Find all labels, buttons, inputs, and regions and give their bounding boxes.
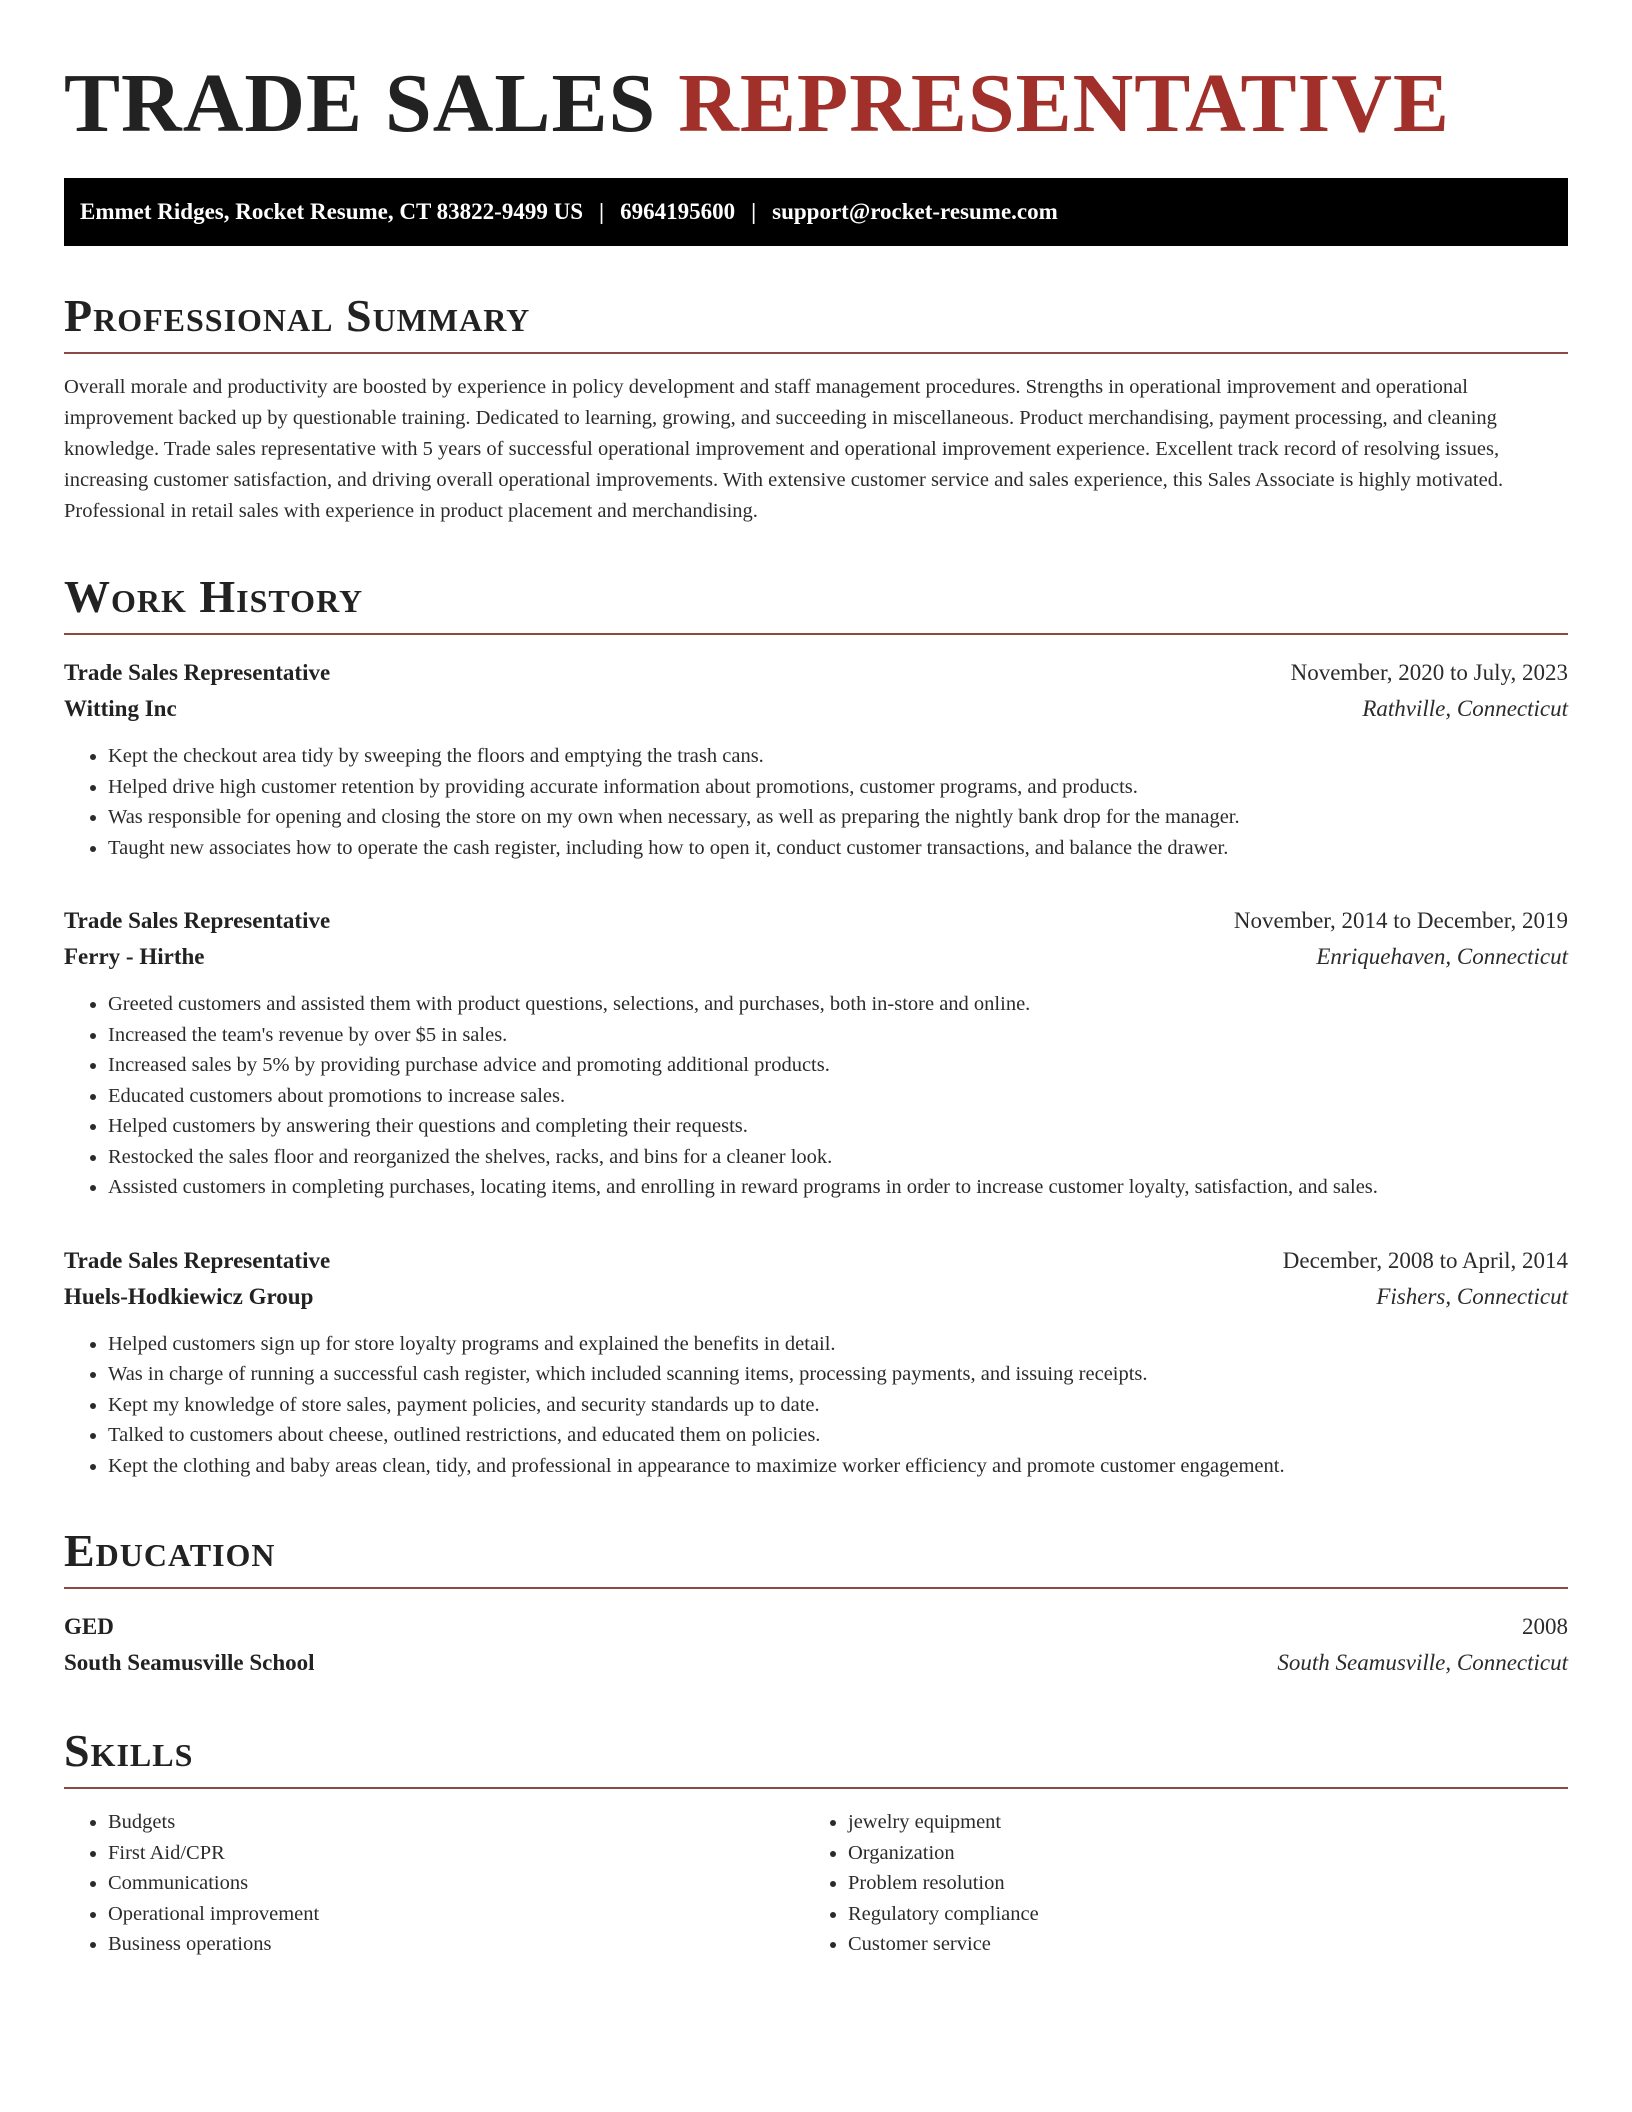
list-item: • Assisted customers in completing purchases, locating items, and enrolling in reward programs in order to increase customer loyalty, satisfaction, and sales. <box>108 1172 1568 1203</box>
skill-item: • Customer service <box>848 1929 1544 1960</box>
skill-item: • Business operations <box>108 1929 804 1960</box>
job-entry <box>64 1243 1568 1482</box>
job-company-row <box>64 691 1568 727</box>
job-bullets <box>64 741 1568 863</box>
job-title: Trade Sales Representative <box>64 1247 331 1273</box>
summary-text: Overall morale and productivity are boosted by experience in policy development and staff management procedures. Strengths in operational improvement and operational improvement backed up by questionable training. Dedicated to learning, growing, and succeeding in miscellaneous. Product merchandising, payment processing, and cleaning knowledge. Trade sales representative with 5 years of successful operational improvement and operational improvement experience. Excellent track record of resolving issues, increasing customer satisfaction, and driving overall operational improvements. With extensive customer service and sales experience, this Sales Associate is highly motivated. Professional in retail sales with experience in product placement and merchandising. <box>64 376 1504 522</box>
education-year: 2008 <box>1522 1614 1568 1639</box>
title-accent: REPRESENTATIVE <box>678 57 1450 150</box>
list-item: • Kept the checkout area tidy by sweeping the floors and emptying the trash cans. <box>108 741 1568 772</box>
list-item: • Talked to customers about cheese, outlined restrictions, and educated them on policies. <box>108 1420 1568 1451</box>
summary-section <box>64 290 1568 527</box>
job-header-row <box>64 655 1568 691</box>
contact-address: Emmet Ridges, Rocket Resume, CT 83822-9499 US <box>80 199 583 224</box>
skills-heading: Skills <box>64 1725 194 1776</box>
job-entry <box>64 655 1568 863</box>
education-location: South Seamusville, Connecticut <box>1277 1650 1568 1675</box>
skills-list <box>64 1807 804 1960</box>
list-item: • Helped drive high customer retention by providing accurate information about promotions, customer programs, and products. <box>108 772 1568 803</box>
job-header-row <box>64 1243 1568 1279</box>
skills-left-column <box>64 1807 804 1960</box>
skills-list <box>804 1807 1544 1960</box>
job-dates: November, 2014 to December, 2019 <box>1233 908 1568 933</box>
resume-title <box>64 56 1568 152</box>
job-company-row <box>64 1279 1568 1315</box>
job-company: Ferry - Hirthe <box>64 944 205 969</box>
list-item: • Was in charge of running a successful cash register, which included scanning items, processing payments, and issuing receipts. <box>108 1359 1568 1390</box>
list-item: • Restocked the sales floor and reorganized the shelves, racks, and bins for a cleaner look. <box>108 1142 1568 1173</box>
skills-right-column <box>804 1807 1544 1960</box>
work-history-heading: Work History <box>64 571 364 622</box>
contact-email: support@rocket-resume.com <box>772 199 1058 224</box>
summary-heading: Professional Summary <box>64 290 531 341</box>
skill-item: • Operational improvement <box>108 1899 804 1930</box>
education-entry <box>64 1609 1568 1681</box>
job-company-row <box>64 939 1568 975</box>
skill-item: • jewelry equipment <box>848 1807 1544 1838</box>
skills-section <box>64 1725 1568 1960</box>
section-divider <box>64 633 1568 635</box>
education-header-row <box>64 1609 1568 1645</box>
section-divider <box>64 1587 1568 1589</box>
list-item: • Helped customers by answering their questions and completing their requests. <box>108 1111 1568 1142</box>
section-divider <box>64 1787 1568 1789</box>
job-dates: December, 2008 to April, 2014 <box>1282 1247 1568 1273</box>
job-dates: November, 2020 to July, 2023 <box>1290 660 1568 685</box>
skill-item: • Problem resolution <box>848 1868 1544 1899</box>
education-school-row <box>64 1645 1568 1681</box>
skill-item: • Budgets <box>108 1807 804 1838</box>
contact-phone: 6964195600 <box>620 199 736 224</box>
list-item: • Increased the team's revenue by over $5 in sales. <box>108 1020 1568 1051</box>
skills-columns <box>64 1807 1568 1960</box>
list-item: • Kept my knowledge of store sales, payment policies, and security standards up to date. <box>108 1390 1568 1421</box>
list-item: • Educated customers about promotions to increase sales. <box>108 1081 1568 1112</box>
job-location: Fishers, Connecticut <box>1376 1283 1568 1309</box>
job-company: Huels-Hodkiewicz Group <box>64 1283 314 1309</box>
job-company: Witting Inc <box>64 696 177 721</box>
contact-bar <box>64 178 1568 246</box>
skill-item: • Regulatory compliance <box>848 1899 1544 1930</box>
title-main: TRADE SALES <box>64 57 657 150</box>
list-item: • Increased sales by 5% by providing purchase advice and promoting additional products. <box>108 1050 1568 1081</box>
list-item: • Was responsible for opening and closing the store on my own when necessary, as well as preparing the nightly bank drop for the manager. <box>108 802 1568 833</box>
job-title: Trade Sales Representative <box>64 908 331 933</box>
contact-separator: | <box>751 199 757 224</box>
list-item: • Kept the clothing and baby areas clean, tidy, and professional in appearance to maximize worker efficiency and promote customer engagement. <box>108 1451 1568 1482</box>
list-item: • Greeted customers and assisted them with product questions, selections, and purchases, both in-store and online. <box>108 989 1568 1020</box>
education-school: South Seamusville School <box>64 1650 315 1675</box>
job-bullets <box>64 989 1568 1203</box>
contact-separator: | <box>598 199 605 224</box>
job-location: Rathville, Connecticut <box>1362 696 1568 721</box>
list-item: • Helped customers sign up for store loyalty programs and explained the benefits in detail. <box>108 1329 1568 1360</box>
job-title: Trade Sales Representative <box>64 660 331 685</box>
work-history-section <box>64 571 1568 1481</box>
job-header-row <box>64 903 1568 939</box>
skill-item: • Communications <box>108 1868 804 1899</box>
job-location: Enriquehaven, Connecticut <box>1316 944 1568 969</box>
education-heading: Education <box>64 1525 276 1576</box>
job-bullets <box>64 1329 1568 1482</box>
skill-item: • First Aid/CPR <box>108 1838 804 1869</box>
skill-item: • Organization <box>848 1838 1544 1869</box>
job-entry <box>64 903 1568 1203</box>
education-section <box>64 1525 1568 1681</box>
section-divider <box>64 352 1568 354</box>
list-item: • Taught new associates how to operate the cash register, including how to open it, conduct customer transactions, and balance the drawer. <box>108 833 1568 864</box>
education-degree: GED <box>64 1614 114 1639</box>
